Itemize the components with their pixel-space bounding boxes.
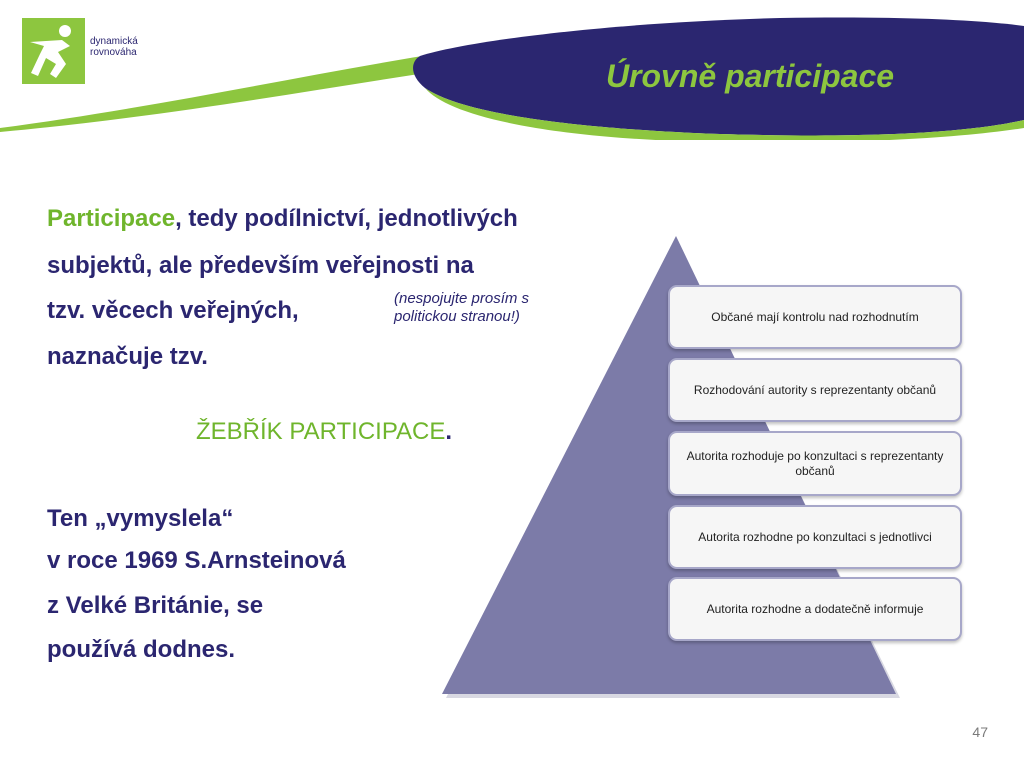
logo-mark xyxy=(22,18,85,84)
running-figure-icon xyxy=(22,18,85,84)
party-note-line-1: (nespojujte prosím s xyxy=(394,290,530,307)
party-note-line-2: politickou stranou!) xyxy=(394,308,520,325)
ladder-heading xyxy=(196,418,452,446)
body-line-6: v roce 1969 S.Arnsteinová xyxy=(47,547,346,574)
body-line-1-rest: , tedy podílnictví, jednotlivých xyxy=(175,205,518,232)
pyramid-level-1: Občané mají kontrolu nad rozhodnutím xyxy=(668,285,962,349)
body-line-2: subjektů, ale především veřejnosti na xyxy=(47,252,474,279)
logo-text xyxy=(90,36,138,58)
body-line-8: používá dodnes. xyxy=(47,636,236,663)
pyramid-level-5: Autorita rozhodne a dodatečně informuje xyxy=(668,577,962,641)
body-line-1 xyxy=(47,205,518,233)
pyramid-level-4: Autorita rozhodne po konzultaci s jednotlivci xyxy=(668,505,962,569)
slide-title: Úrovně participace xyxy=(605,58,895,94)
logo-line-2: rovnováha xyxy=(90,47,137,58)
pyramid-level-2: Rozhodování autority s reprezentanty občanů xyxy=(668,358,962,422)
body-line-3: tzv. věcech veřejných, xyxy=(47,297,299,324)
ladder-heading-text: ŽEBŘÍK PARTICIPACE xyxy=(196,418,446,445)
ladder-heading-dot: . xyxy=(445,418,453,445)
body-line-4: naznačuje tzv. xyxy=(47,343,208,370)
participace-term: Participace xyxy=(47,205,176,232)
body-line-7: z Velké Británie, se xyxy=(47,592,264,619)
body-line-5: Ten „vymyslela“ xyxy=(47,505,234,532)
pyramid-level-3: Autorita rozhoduje po konzultaci s reprezentanty občanů xyxy=(668,431,962,496)
page-number: 47 xyxy=(972,724,988,740)
logo-line-1: dynamická xyxy=(90,36,138,47)
